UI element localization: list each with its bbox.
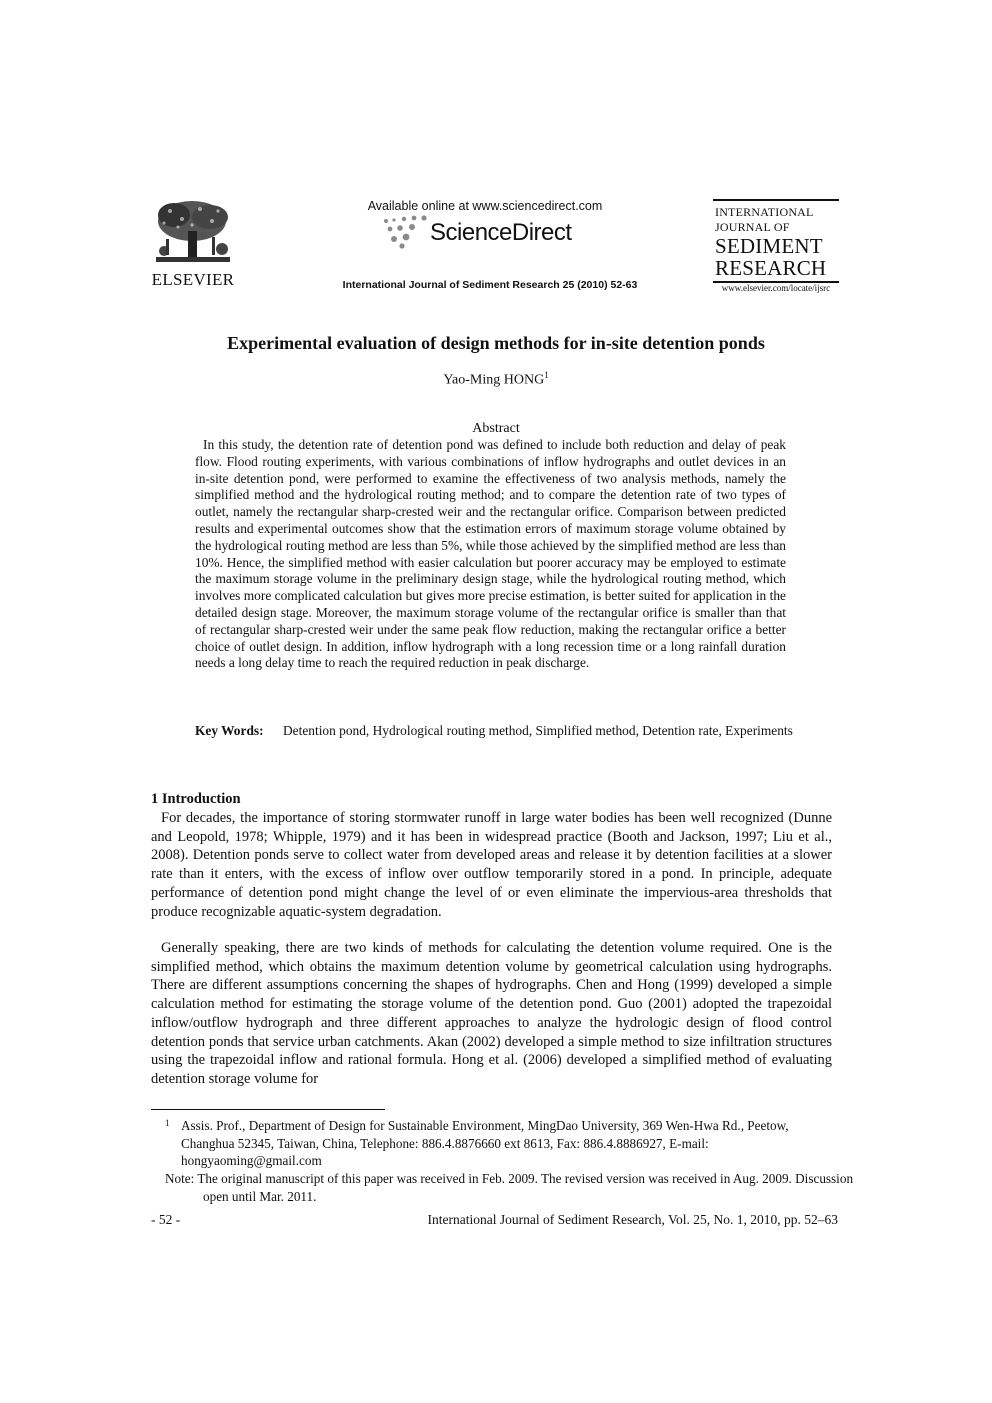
- available-online-text: Available online at www.sciencedirect.com: [367, 199, 603, 213]
- ijsr-line3: SEDIMENT: [715, 234, 823, 258]
- sciencedirect-wordmark: ScienceDirect: [430, 219, 572, 246]
- footnote-rule: [151, 1109, 385, 1110]
- footnote-1-mark: 1: [165, 1118, 170, 1128]
- intro-paragraph-1: For decades, the importance of storing stormwater runoff in large water bodies has been well recognized (Dunne and Leopold, 1978; Whipple, 1979) and it has been in widespread practice (Booth and Jackson, 1997; Liu et al., 2008). Detention ponds serve to collect water from developed areas and release it by detention facilities at a slower rate than it enters, with the excess of inflow over outflow temporarily stored in a pond. In principle, adequate performance of detention pond might change the level of or even eliminate the impervious-area thresholds that produce recognizable aquatic-system degradation.: [151, 810, 832, 920]
- footnote-1-text: Assis. Prof., Department of Design for Sustainable Environment, MingDao University, 369 Wen-Hwa Rd., Peetow, Changhua 52345, Taiwan, China, Telephone: 886.4.8876660 ext 8613, Fax: 886.4.8886927, E-mail: hongyaoming@gmail.com: [181, 1118, 789, 1168]
- abstract-heading: Abstract: [472, 421, 520, 436]
- ijsr-url: www.elsevier.com/locate/ijsrc: [721, 283, 831, 293]
- ijsr-line2: JOURNAL OF: [715, 220, 790, 234]
- elsevier-tree-icon: [152, 197, 234, 269]
- ijsr-logo: [713, 199, 839, 295]
- abstract-text: In this study, the detention rate of detention pond was defined to include both reduction and delay of peak flow. Flood routing experiments, with various combinations of inflow hydrographs and outlet devices in an in-site detention pond, were performed to examine the effectiveness of two analysis methods, namely the simplified method and the hydrological routing method; and to compare the detention rate of two types of outlet, namely the rectangular sharp-crested weir and the rectangular orifice. Comparison between predicted results and experimental outcomes show that the estimation errors of maximum storage volume obtained by the hydrological routing method are less than 5%, while those achieved by the simplified method are less than 10%. Hence, the simplified method with easier calculation but poorer accuracy may be employed to estimate the maximum storage volume in the preliminary design stage, while the hydrological routing method, which involves more complicated calculation but gives more precise estimation, is better suited for application in the detailed design stage. Moreover, the maximum storage volume of the rectangular orifice is smaller than that of rectangular sharp-crested weir under the same peak flow reduction, making the rectangular orifice a better choice of outlet design. In addition, inflow hydrograph with a long recession time or a long rainfall duration needs a long delay time to reach the required reduction in peak discharge.: [195, 437, 786, 671]
- keywords-label: Key Words:: [195, 723, 264, 738]
- sciencedirect-logo: [380, 213, 620, 251]
- section-heading-introduction: 1 Introduction: [151, 791, 241, 807]
- elsevier-wordmark: ELSEVIER: [151, 270, 235, 289]
- keywords-text: Detention pond, Hydrological routing method, Simplified method, Detention rate, Experiments: [283, 723, 793, 738]
- sciencedirect-dots-icon: [380, 215, 430, 249]
- author-footnote-mark: 1: [544, 370, 549, 380]
- footer-citation: International Journal of Sediment Research, Vol. 25, No. 1, 2010, pp. 52–63: [427, 1212, 838, 1227]
- page-number: - 52 -: [151, 1212, 181, 1227]
- author-line: [0, 370, 992, 389]
- footnote-1: [165, 1117, 825, 1170]
- ijsr-line4: RESEARCH: [715, 256, 827, 280]
- paper-title: Experimental evaluation of design methods for in-site detention ponds: [227, 333, 765, 353]
- elsevier-logo: [150, 197, 236, 289]
- intro-paragraph-2: Generally speaking, there are two kinds of methods for calculating the detention volume required. One is the simplified method, which obtains the maximum detention volume by geometrical calculation using hydrographs. There are different assumptions concerning the shapes of hydrographs. Chen and Hong (1999) developed a simple calculation method for estimating the storage volume of the detention pond. Guo (2001) adopted the trapezoidal inflow/outflow hydrograph and three different approaches to analyze the hydrologic design of flood control detention ponds that service urban catchments. Akan (2002) developed a simple method to size infiltration structures using the trapezoidal inflow and rational formula. Hong et al. (2006) developed a simplified method of evaluating detention storage volume for: [151, 940, 832, 1087]
- ijsr-line1: INTERNATIONAL: [715, 205, 814, 219]
- manuscript-note: Note: The original manuscript of this paper was received in Feb. 2009. The revised version was received in Aug. 2009. Discussion open until Mar. 2011.: [165, 1171, 854, 1204]
- author-name: Yao-Ming HONG: [443, 372, 545, 388]
- ijsr-top-rule: [713, 199, 839, 201]
- journal-reference: International Journal of Sediment Research 25 (2010) 52-63: [342, 279, 638, 291]
